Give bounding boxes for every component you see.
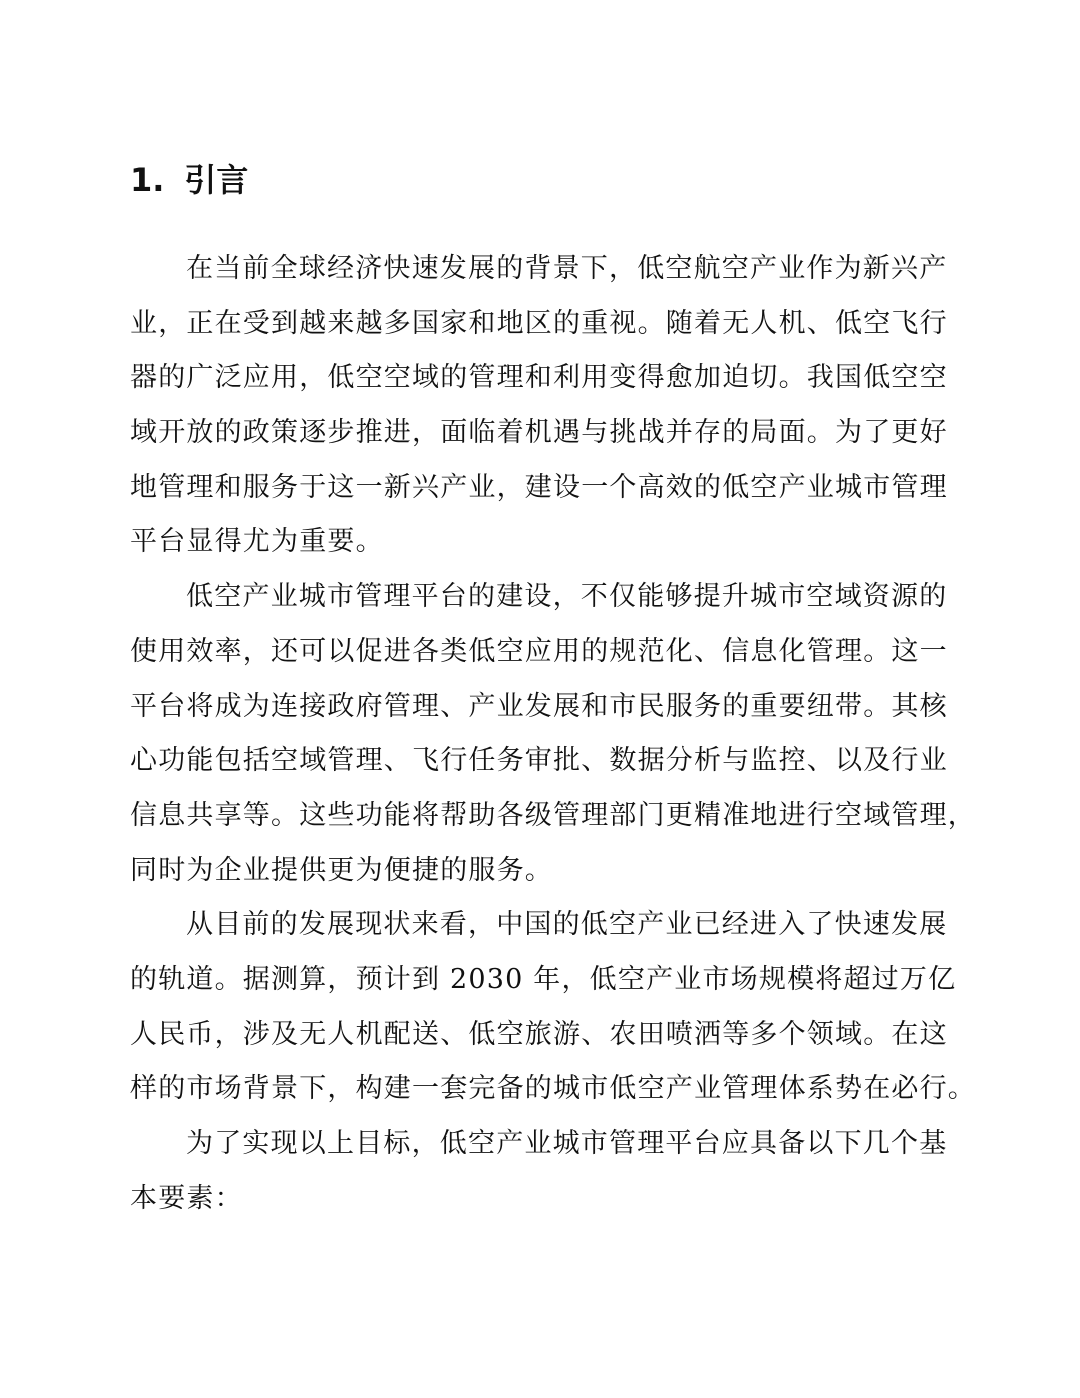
section-number: 1. [130, 161, 165, 199]
paragraph-line: 业，正在受到越来越多国家和地区的重视。随着无人机、低空飞行 [130, 307, 948, 339]
paragraph-line: 低空产业城市管理平台的建设，不仅能够提升城市空域资源的 [186, 581, 948, 613]
paragraph-line: 为了实现以上目标，低空产业城市管理平台应具备以下几个基 [186, 1128, 948, 1159]
paragraph-line: 平台将成为连接政府管理、产业发展和市民服务的重要纽带。其核 [130, 690, 948, 722]
paragraph-line: 样的市场背景下，构建一套完备的城市低空产业管理体系势在必行。 [130, 1073, 976, 1105]
paragraph-line: 在当前全球经济快速发展的背景下，低空航空产业作为新兴产 [186, 253, 948, 284]
body-text [130, 242, 976, 1226]
paragraph-line: 人民币，涉及无人机配送、低空旅游、农田喷洒等多个领域。在这 [130, 1018, 948, 1050]
paragraph-line: 器的广泛应用，低空空域的管理和利用变得愈加迫切。我国低空空 [130, 362, 948, 394]
section-title: 引言 [184, 161, 249, 199]
paragraph-3 [130, 898, 976, 1117]
paragraph-4 [130, 1117, 960, 1226]
paragraph-1 [130, 242, 960, 570]
paragraph-line: 使用效率，还可以促进各类低空应用的规范化、信息化管理。这一 [130, 635, 948, 667]
paragraph-line: 从目前的发展现状来看，中国的低空产业已经进入了快速发展 [186, 909, 948, 941]
paragraph-line: 心功能包括空域管理、飞行任务审批、数据分析与监控、以及行业 [130, 745, 948, 777]
paragraph-line: 地管理和服务于这一新兴产业，建设一个高效的低空产业城市管理 [130, 471, 948, 503]
paragraph-line: 域开放的政策逐步推进，面临着机遇与挑战并存的局面。为了更好 [130, 417, 948, 449]
paragraph-line: 同时为企业提供更为便捷的服务。 [130, 854, 553, 886]
paragraph-line: 的轨道。据测算，预计到 2030 年，低空产业市场规模将超过万亿 [130, 963, 957, 995]
section-heading [130, 156, 248, 204]
paragraph-line: 本要素： [130, 1182, 243, 1214]
paragraph-2 [130, 570, 976, 898]
paragraph-line: 信息共享等。这些功能将帮助各级管理部门更精准地进行空域管理， [130, 799, 976, 831]
paragraph-line: 平台显得尤为重要。 [130, 526, 384, 558]
